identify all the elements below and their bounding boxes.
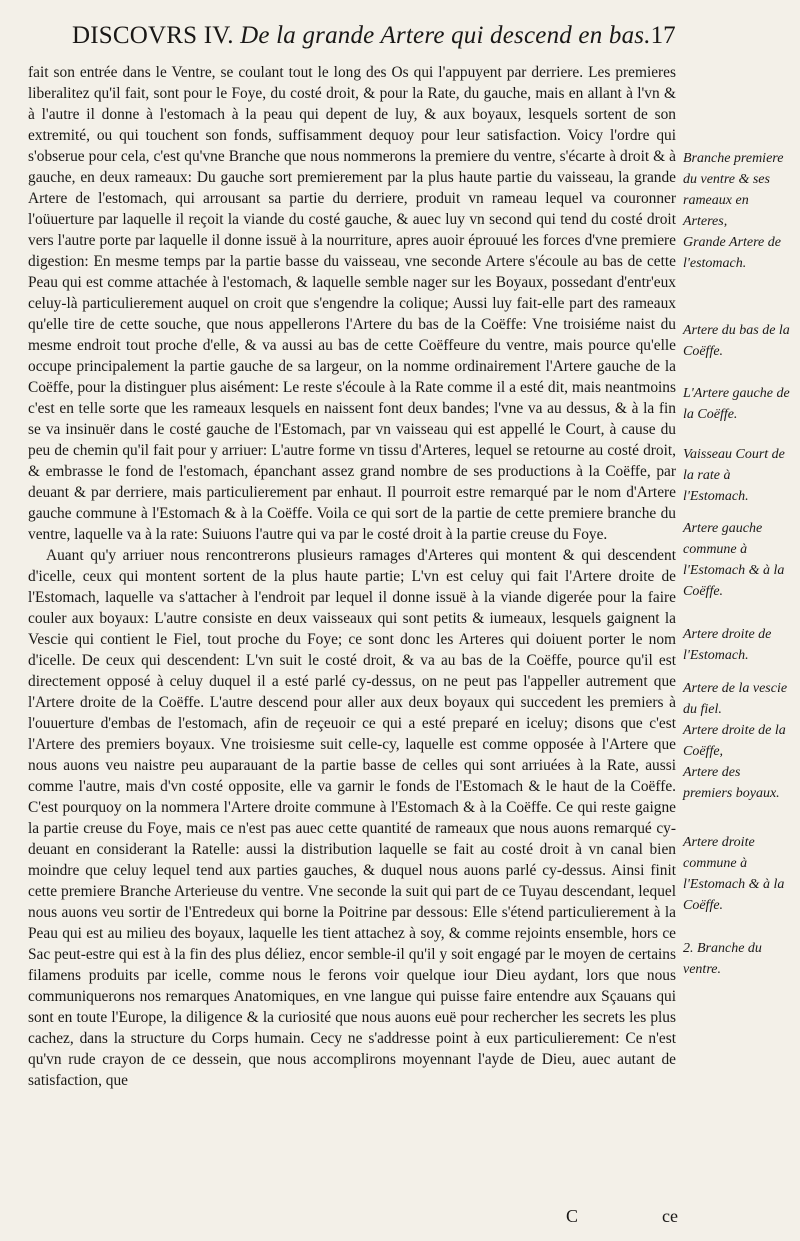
margin-note-11: Artere droite commune à l'Estomach & à la Coëffe. bbox=[683, 835, 785, 913]
discourse-number: DISCOVRS IV. bbox=[72, 22, 234, 49]
margin-note-10: Artere des premiers boyaux. bbox=[683, 765, 780, 801]
paragraph-1: fait son entrée dans le Ventre, se coulant tout le long des Os qui l'appuyent par derriere. Les premieres liberalitez qu'il fait, sont pour le Foye, du costé droit, & pour la Rate, du gauche, mais en allant à l'vn & à l'autre il donne à l'estomach à la peau qui depent de luy, & aux boyaux, lesquels sortent de son extremité, ou qui touchent son fonds, suffisamment dequoy pour leur satisfaction. Voicy l'ordre qui s'obserue pour cela, c'est qu'vne Branche que nous nommerons la premiere du ventre, s'écarte à droit & à gauche, en deux rameaux: Du gauche sort premierement par la plus haute partie du vaisseau, la grande Artere de l'estomach, qui arrousant sa partie du derriere, produit vn rameau lequel va couronner l'oüuerture par laquelle il reçoit la viande du costé gauche, & auec luy vn second qui tend du costé droit vers l'autre porte par laquelle il donne issuë à la nourriture, apres auoir éprouué les forces d'vne premiere digestion: En mesme temps par la partie basse du vaisseau, vne seconde Artere s'écoule au bas de cette Peau qui est comme attachée à l'estomach, & laquelle semble nager sur les Boyaux, possedant d'entr'eux celuy-là particulierement auquel on croit que s'engendre la colique; Aussi luy fait-elle part des rameaux qu'elle tire de cette souche, que nous appellerons l'Artere du bas de la Coëffe: Vne troisiéme naist du mesme endroit tout proche d'elle, & va aussi au bas de cette Coëffeure du ventre, mais pource qu'elle occupe principalement la partie gauche de sa largeur, on la nomme ordinairement l'Artere gauche de la Coëffe, pour la distinguer plus aisément: Le reste s'écoule à la Rate comme il a esté dit, mais neantmoins c'est en telle sorte que les rameaux lesquels en naissent font deux bandes; l'vne va au dessus, & à la fin se va insinuër dans le costé gauche de l'Estomach, par vn vaisseau qui est appellé le Court, à cause du peu de chemin qu'il fait pour y arriuer: L'autre forme vn tissu d'Arteres, lequel se retourne au costé droit, & embrasse le fond de l'estomach, épanchant assez grand nombre de ses productions à la Coëffe, par deuant & par derriere, mais particulierement par enhaut. Il pourroit estre remarqué par le nom d'Artere gauche commune à l'Estomach & à la Coëffe. Voila ce qui sort de la partie de cette premiere branche du ventre, laquelle va à la rate: Suiuons l'autre qui va par le costé droit à la partie creuse du Foye. bbox=[28, 64, 676, 543]
page-number: 17 bbox=[650, 22, 676, 49]
margin-note-2: Grande Artere de l'estomach. bbox=[683, 235, 781, 271]
margin-note-3: Artere du bas de la Coëffe. bbox=[683, 323, 790, 359]
chapter-title: De la grande Artere qui descend en bas. bbox=[240, 22, 651, 49]
signature-mark: C bbox=[566, 1206, 579, 1226]
main-text-block bbox=[28, 62, 676, 1091]
margin-note-5: Vaisseau Court de la rate à l'Estomach. bbox=[683, 447, 785, 504]
margin-note-7: Artere droite de l'Estomach. bbox=[683, 627, 772, 663]
running-header bbox=[72, 22, 676, 50]
catchword: ce bbox=[662, 1206, 678, 1226]
margin-note-6: Artere gauche commune à l'Estomach & à la Coëffe. bbox=[683, 521, 785, 599]
margin-note-9: Artere droite de la Coëffe, bbox=[683, 723, 786, 759]
margin-note-1: Branche premiere du ventre & ses rameaux en Arteres, bbox=[683, 151, 784, 229]
margin-note-12: 2. Branche du ventre. bbox=[683, 941, 762, 977]
paragraph-2: Auant qu'y arriuer nous rencontrerons plusieurs ramages d'Arteres qui montent & qui descendent d'icelle, ceux qui montent sortent de la plus haute partie; L'vn est celuy qui fait l'Artere droite de l'Estomach, laquelle va s'attacher à l'endroit par lequel il donne issuë à la viande digerée pour la faire couler aux boyaux: L'autre consiste en deux vaisseaux qui sont petits & iumeaux, lesquels gaignent la Vescie qui contient le Fiel, tout proche du Foye; ce sont donc les Arteres qui doiuent porter le nom d'icelle. De ceux qui descendent: L'vn suit le costé droit, & va au bas de la Coëffe, pource qu'il est directement opposé à celuy duquel il a esté parlé cy-dessus, on ne peut pas l'appeller autrement que l'Artere droite de la Coëffe. L'autre descend pour aller aux deux boyaux qui succedent les premiers à l'ouuerture d'embas de l'estomach, afin de reçeuoir ce qui a esté preparé en iceluy; disons que c'est l'Artere des premiers boyaux. Vne troisiesme suit celle-cy, laquelle est comme opposée à l'Artere que nous auons veu naistre peu auparauant de la partie basse de celles qui sont arriuées à la Rate, aussi comme l'autre, mais d'vn costé opposite, elle va garnir le fonds de l'Estomach & le haut de la Coëffe. C'est pourquoy on la nommera l'Artere droite commune à l'Estomach & à la Coëffe. Ce qui reste gaigne la partie creuse du Foye, mais ce n'est pas auec cette quantité de rameaux que nous auons remarqué cy-deuant en considerant la Ratelle: aussi la distribution laquelle se fait au costé droit à vn canal bien moindre que celuy lequel tend aux parties gauches, & duquel nous auons parlé cy-dessus. Ainsi finit cette premiere Branche Arterieuse du ventre. Vne seconde la suit qui part de ce Tuyau descendant, lequel nous auons veu sortir de l'Entredeux qui borne la Poitrine par dessous: Elle s'étend particulierement à la Peau qui est au milieu des boyaux, laquelle les tient attachez à soy, & comme rejoints ensemble, hors ce Sac peut-estre qui est à la fin des plus déliez, encor semble-il qu'il y soit engagé par le moyen de certains filamens produits par icelle, comme nous le ferons voir quelque iour Dieu aydant, lors que nous communiquerons nos remarques Anatomiques, en vne langue qui puisse faire entendre aux Sçauans qui sont en toute l'Europe, la diligence & la curiosité que nous auons euë pour rechercher les secrets les plus cachez, dans la structure du Corps humain. Cecy ne s'addresse point à eux particulierement: Ce n'est qu'vn rude crayon de ce dessein, que nous accomplirons moyennant l'ayde de Dieu, auec autant de satisfaction, que bbox=[28, 547, 676, 1089]
running-title bbox=[72, 22, 651, 50]
margin-note-4: L'Artere gauche de la Coëffe. bbox=[683, 386, 790, 422]
margin-note-8: Artere de la vescie du fiel. bbox=[683, 681, 788, 717]
